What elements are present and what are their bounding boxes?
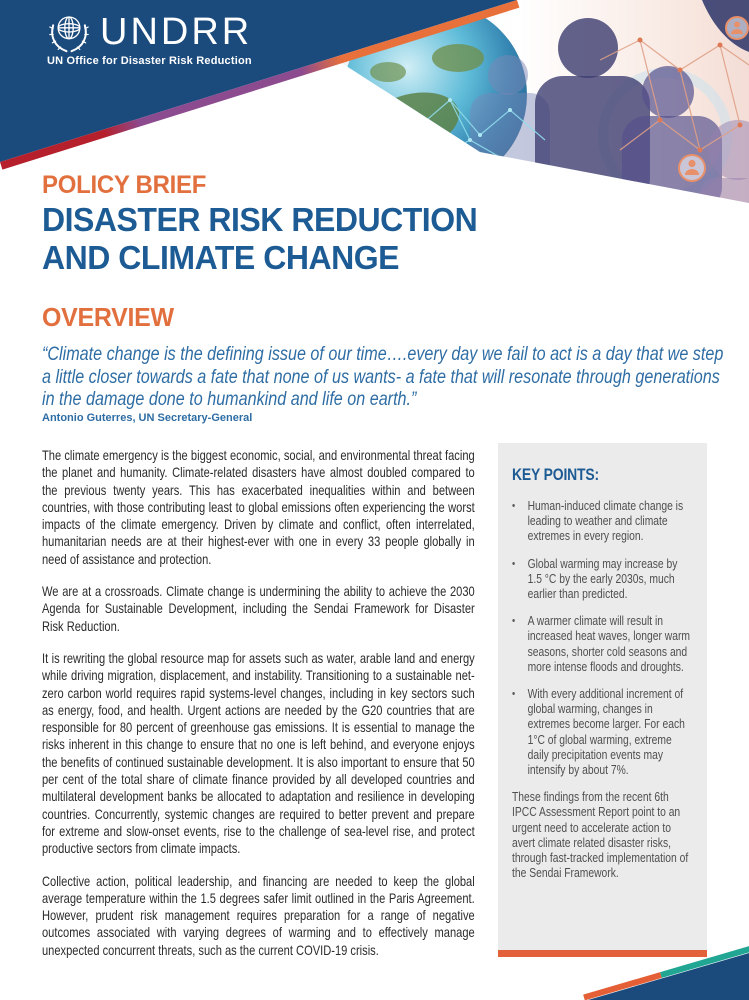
bullet-icon: • [512, 500, 516, 512]
bullet-icon: • [512, 557, 516, 570]
logo-tagline: UN Office for Disaster Risk Reduction [47, 55, 252, 67]
key-point-text: Human-induced climate change is leading to weather and climate extremes in every region. [527, 499, 684, 544]
body-column [42, 447, 475, 974]
kicker-policy-brief: POLICY BRIEF [42, 171, 207, 199]
un-emblem-icon [44, 7, 94, 57]
paragraph: The climate emergency is the biggest economic, social, and environmental threat facing the planet and humanity. Climate-related disasters have almost doubled compared to the previous twenty years. This has exacerbated inequalities within and between countries, with those contributing least to global emissions often experiencing the worst impacts of the climate emergency. Driven by climate and conflict, often interrelated, humanitarian needs are at their highest-ever with one in every 33 people globally in need of assistance and protection. [42, 448, 475, 567]
key-point-item [512, 499, 692, 545]
person-network-icon [679, 155, 705, 181]
bullet-icon: • [512, 688, 516, 701]
key-point-text: A warmer climate will result in increased heat waves, longer warm seasons, shorter cold seasons and more intense floods and droughts. [527, 614, 691, 674]
logo-wordmark: UNDRR [100, 11, 253, 53]
key-points-closing: These findings from the recent 6th IPCC Assessment Report point to an urgent need to accelerate action to avert climate related disaster risks, through fast-tracked implementation of the Sendai Framework. [512, 790, 689, 881]
key-point-item [512, 557, 692, 603]
footer-ribbon [0, 940, 749, 1000]
quote-attribution: Antonio Guterres, UN Secretary-General [42, 412, 253, 424]
key-points-heading: KEY POINTS: [512, 465, 600, 484]
paragraph: Collective action, political leadership, and financing are needed to keep the global average temperature within the 1.5 degrees safer limit outlined in the Paris Agreement. However, prudent risk management requires preparation for a range of negative outcomes associated with varying degrees of warming and to effectively manage unexpected concurrent threats, such as the current COVID-19 crisis. [42, 873, 475, 958]
section-heading-overview: OVERVIEW [42, 302, 174, 332]
key-point-item [512, 687, 692, 778]
key-point-text: Global warming may increase by 1.5 °C by the early 2030s, much earlier than predicted. [527, 556, 678, 602]
key-point-item [512, 614, 692, 675]
key-point-text: With every additional increment of global warming, changes in extremes become larger. For each 1°C of global warming, extreme daily precipitation events may intensify by about 7%. [527, 687, 685, 778]
title-line-1: DISASTER RISK REDUCTION [42, 201, 478, 238]
bullet-icon: • [512, 615, 516, 628]
key-points-content [512, 465, 692, 881]
paragraph: It is rewriting the global resource map for assets such as water, arable land and energy while driving migration, displacement, and instability. Transitioning to a sustainable net-zero carbon world requires rapid systems-level changes, including in key sectors such as energy, food, and health. Urgent actions are needed by the G20 countries that are responsible for 80 percent of greenhouse gas emissions. It is essential to manage the risks inherent in this change to ensure that no one is left behind, and everyone enjoys the benefits of continued sustainable development. It is also important to ensure that 50 per cent of the total share of climate finance provided by all developed countries and multilateral development banks be allocated to adaptation and resilience in developing countries. Concurrently, systemic changes are required to better prevent and prepare for extreme and slow-onset events, rise to the challenge of sea-level rise, and protect productive sectors from climate impacts. [42, 650, 475, 857]
paragraph: We are at a crossroads. Climate change is undermining the ability to achieve the 2030 Agenda for Sustainable Development, including the Sendai Framework for Disaster Risk Reduction. [42, 584, 475, 634]
quote-text: “Climate change is the defining issue of our time….every day we fail to act is a day that we step a little closer towards a fate that none of us wants- a fate that will resonate through generations in the damage done to humankind and life on earth.” [42, 344, 724, 410]
title-line-2: AND CLIMATE CHANGE [42, 239, 400, 276]
key-points-panel [498, 443, 707, 957]
person-network-icon [726, 17, 748, 39]
page-title [42, 201, 477, 277]
